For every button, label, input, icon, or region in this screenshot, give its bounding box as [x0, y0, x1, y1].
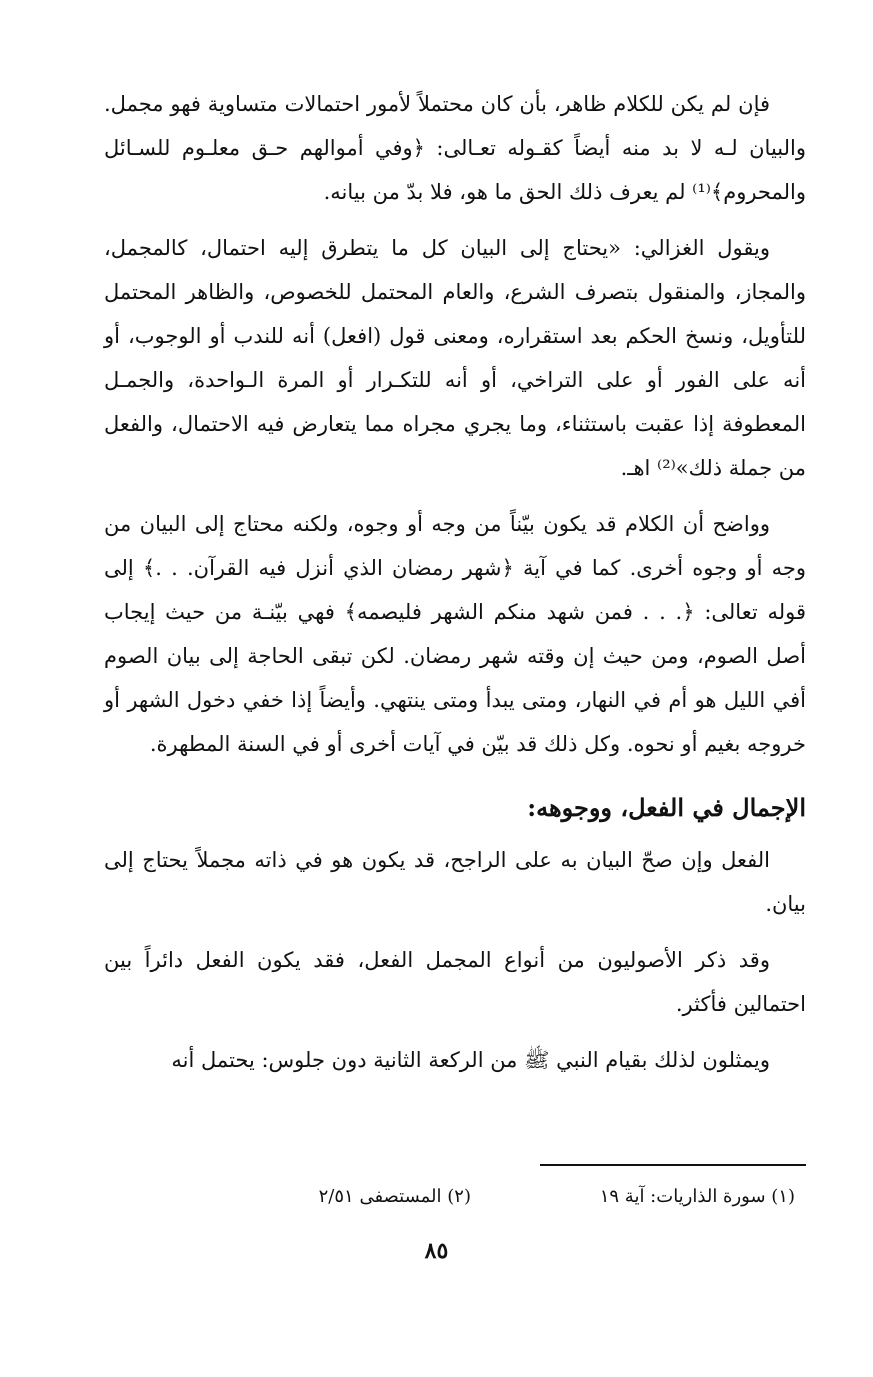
paragraph-6: ويمثلون لذلك بقيام النبي ﷺ من الركعة الثانية دون جلوس: يحتمل أنه	[171, 1048, 770, 1072]
paragraph-1: فإن لم يكن للكلام ظاهر، بأن كان محتملاً لأمور احتمالات متساوية فهو مجمل. والبيان لـه لا بد منه أيضاً كقـوله تعـالى: ﴿وفي أموالهم حـق معلـوم للسـائل والمحروم﴾⁽¹⁾ لم يعرف ذلك الحق ما هو، فلا بدّ من بيانه.	[104, 92, 806, 204]
paragraph-2: ويقول الغزالي: «يحتاج إلى البيان كل ما يتطرق إليه احتمال، كالمجمل، والمجاز، والمنقول بتصرف الشرع، والعام المحتمل للخصوص، والظاهر المحتمل للتأويل، ونسخ الحكم بعد استقراره، ومعنى قول (افعل) أنه للندب أو الوجوب، أو أنه على الفور أو على التراخي، أو أنه للتكـرار أو المرة الـواحدة، والجمـل المعطوفة إذا عقبت باستثناء، وما يجري مجراه مما يتعارض فيه الاحتمال، والفعل من جملة ذلك»⁽²⁾ اهـ.	[104, 236, 806, 480]
paragraph-4: الفعل وإن صحّ البيان به على الراجح، قد يكون هو في ذاته مجملاً يحتاج إلى بيان.	[104, 848, 806, 916]
footnote-divider	[540, 1164, 806, 1166]
main-text	[104, 82, 806, 1094]
paragraph-5: وقد ذكر الأصوليون من أنواع المجمل الفعل، فقد يكون الفعل دائراً بين احتمالين فأكثر.	[104, 948, 806, 1016]
footnote-1: (١) سورة الذاريات: آية ١٩	[599, 1186, 795, 1207]
paragraph-3: وواضح أن الكلام قد يكون بيّناً من وجه أو وجوه، ولكنه محتاج إلى البيان من وجه أو وجوه أخرى. كما في آية ﴿شهر رمضان الذي أنزل فيه القرآن. . .﴾ إلى قوله تعالى: ﴿. . . فمن شهد منكم الشهر فليصمه﴾ فهي بيّنـة من حيث إيجاب أصل الصوم، ومن حيث إن وقته شهر رمضان. لكن تبقى الحاجة إلى بيان الصوم أفي الليل هو أم في النهار، ومتى يبدأ ومتى ينتهي. وأيضاً إذا خفي دخول الشهر أو خروجه بغيم أو نحوه. وكل ذلك قد بيّن في آيات أخرى أو في السنة المطهرة.	[104, 512, 806, 756]
section-heading: الإجمال في الفعل، ووجوهه:	[527, 793, 806, 822]
footnote-2: (٢) المستصفى ٢/٥١	[318, 1186, 471, 1207]
page-number: ٨٥	[424, 1238, 449, 1264]
